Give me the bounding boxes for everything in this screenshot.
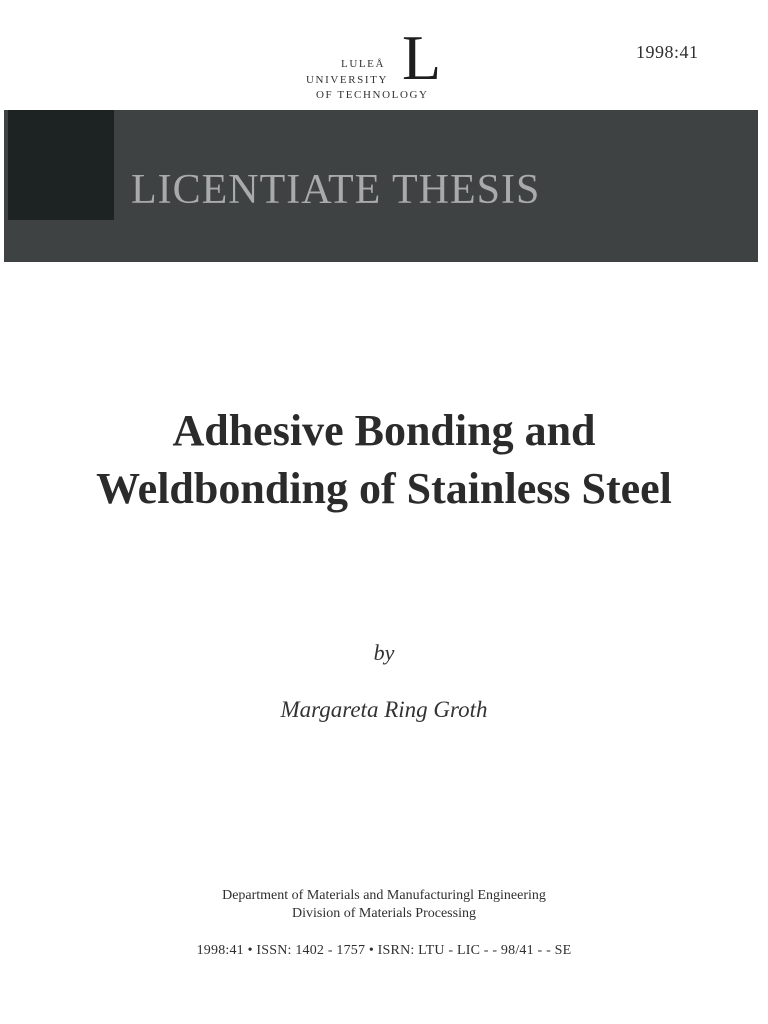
logo-line-university: UNIVERSITY — [306, 74, 388, 86]
logo-line-technology: OF TECHNOLOGY — [316, 89, 429, 101]
thesis-banner — [4, 110, 758, 262]
banner-dark-block — [8, 110, 114, 220]
author-name: Margareta Ring Groth — [280, 697, 488, 722]
publication-identifiers: 1998:41 • ISSN: 1402 - 1757 • ISRN: LTU - LIC - - 98/41 - - SE — [196, 943, 572, 958]
department-name: Department of Materials and Manufacturingl Engineering — [222, 888, 546, 903]
department-info — [0, 887, 768, 923]
byline-by: by — [373, 640, 395, 665]
thesis-title-line-2: Weldbonding of Stainless Steel — [96, 464, 672, 513]
university-logo — [306, 22, 466, 104]
logo-letter-icon: L — [402, 22, 442, 93]
logo-line-lulea: LULEÅ — [341, 58, 386, 70]
report-number: 1998:41 — [636, 42, 699, 62]
division-name: Division of Materials Processing — [292, 906, 476, 921]
banner-title: LICENTIATE THESIS — [131, 167, 541, 213]
thesis-title-line-1: Adhesive Bonding and — [172, 406, 596, 455]
thesis-title — [34, 402, 734, 518]
